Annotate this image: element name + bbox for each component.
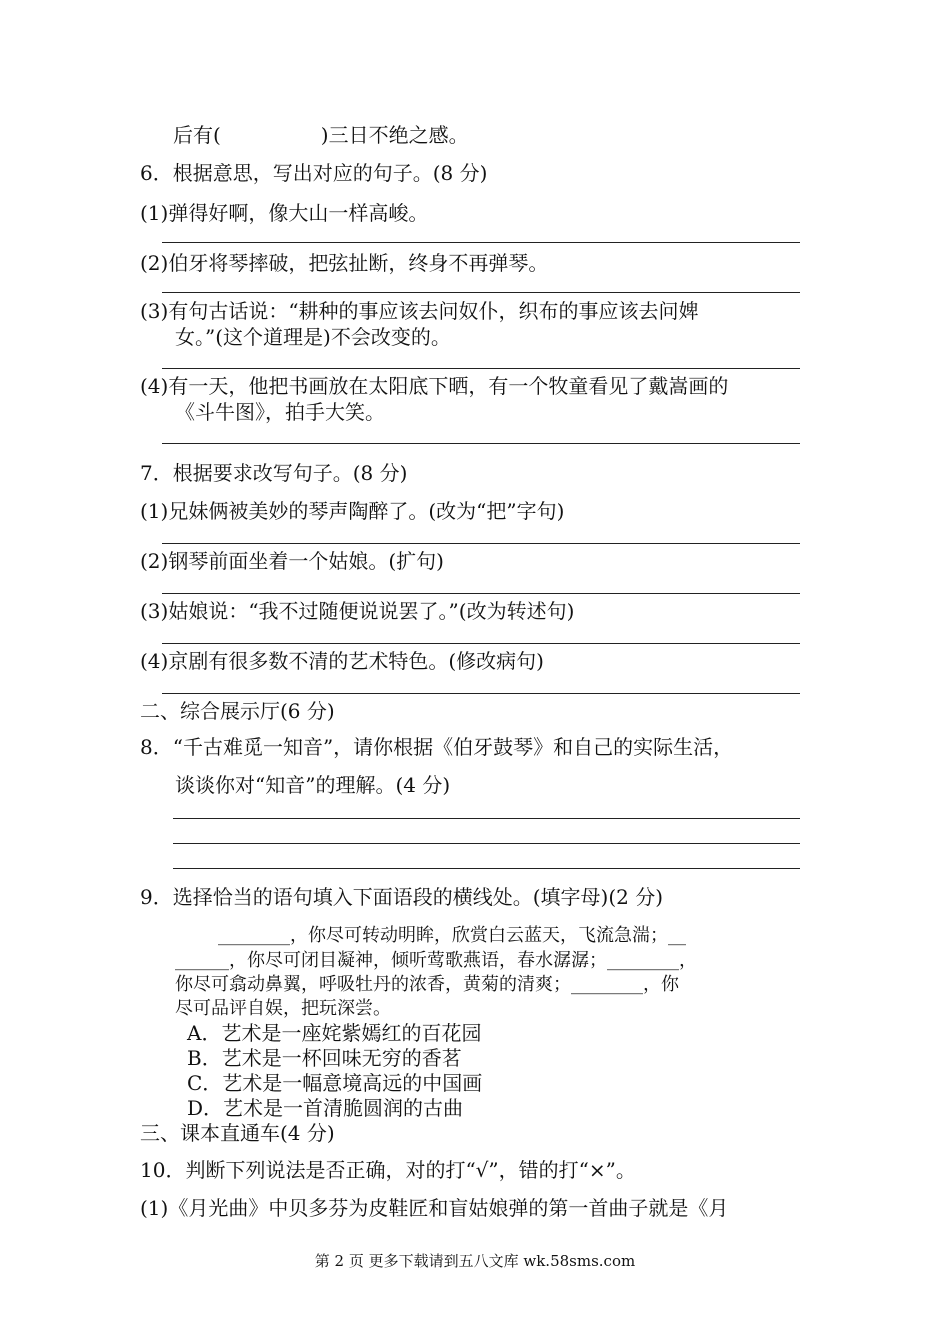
question-6-item-2: (2)伯牙将琴摔破，把弦扯断，终身不再弹琴。 <box>140 251 549 275</box>
answer-line[interactable] <box>162 543 800 544</box>
answer-line[interactable] <box>162 443 800 444</box>
question-8-line-2: 谈谈你对“知音”的理解。(4 分) <box>175 773 451 797</box>
question-7-title: 7．根据要求改写句子。(8 分) <box>140 461 408 485</box>
option-c: C．艺术是一幅意境高远的中国画 <box>187 1071 483 1095</box>
question-8-line-1: 8．“千古难觅一知音”，请你根据《伯牙鼓琴》和自己的实际生活， <box>140 735 734 759</box>
answer-line[interactable] <box>162 368 800 369</box>
answer-line[interactable] <box>173 818 800 819</box>
question-7-item-3: (3)姑娘说：“我不过随便说说罢了。”(改为转述句) <box>140 599 575 623</box>
answer-line[interactable] <box>173 868 800 869</box>
question-6-item-4-line-2: 《斗牛图》，拍手大笑。 <box>175 400 385 424</box>
q5-tail-line: 后有( )三日不绝之感。 <box>173 123 469 147</box>
question-7-item-2: (2)钢琴前面坐着一个姑娘。(扩句) <box>140 549 444 573</box>
section-2-title: 二、综合展示厅(6 分) <box>140 699 335 723</box>
question-6-title: 6．根据意思，写出对应的句子。(8 分) <box>140 161 488 185</box>
question-10-title: 10．判断下列说法是否正确，对的打“√”，错的打“×”。 <box>140 1158 636 1182</box>
question-9-title: 9．选择恰当的语句填入下面语段的横线处。(填字母)(2 分) <box>140 885 664 909</box>
answer-line[interactable] <box>162 242 800 243</box>
passage-line-1: ________，你尽可转动明眸，欣赏白云蓝天，飞流急湍；__ <box>218 925 686 946</box>
question-6-item-3-line-2: 女。”(这个道理是)不会改变的。 <box>175 325 451 349</box>
question-6-item-4-line-1: (4)有一天，他把书画放在太阳底下晒，有一个牧童看见了戴嵩画的 <box>140 374 729 398</box>
section-3-title: 三、课本直通车(4 分) <box>140 1121 335 1145</box>
passage-line-3: 你尽可翕动鼻翼，呼吸牡丹的浓香，黄菊的清爽；________，你 <box>175 974 679 995</box>
page-footer: 第 2 页 更多下载请到五八文库 wk.58sms.com <box>314 1252 636 1270</box>
answer-line[interactable] <box>162 693 800 694</box>
question-7-item-1: (1)兄妹俩被美妙的琴声陶醉了。(改为“把”字句) <box>140 499 565 523</box>
answer-line[interactable] <box>162 292 800 293</box>
passage-line-2: ______，你尽可闭目凝神，倾听莺歌燕语，春水潺潺；________， <box>175 950 697 971</box>
question-10-item-1: (1)《月光曲》中贝多芬为皮鞋匠和盲姑娘弹的第一首曲子就是《月 <box>140 1196 729 1220</box>
question-7-item-4: (4)京剧有很多数不清的艺术特色。(修改病句) <box>140 649 544 673</box>
option-b: B．艺术是一杯回味无穷的香茗 <box>187 1046 462 1070</box>
answer-line[interactable] <box>162 643 800 644</box>
option-d: D．艺术是一首清脆圆润的古曲 <box>187 1096 464 1120</box>
passage-line-4: 尽可品评自娱，把玩深尝。 <box>175 998 391 1019</box>
question-6-item-1: (1)弹得好啊，像大山一样高峻。 <box>140 201 429 225</box>
answer-line[interactable] <box>173 843 800 844</box>
question-6-item-3-line-1: (3)有句古话说：“耕种的事应该去问奴仆，织布的事应该去问婢 <box>140 299 699 323</box>
answer-line[interactable] <box>162 593 800 594</box>
option-a: A．艺术是一座姹紫嫣红的百花园 <box>187 1021 482 1045</box>
